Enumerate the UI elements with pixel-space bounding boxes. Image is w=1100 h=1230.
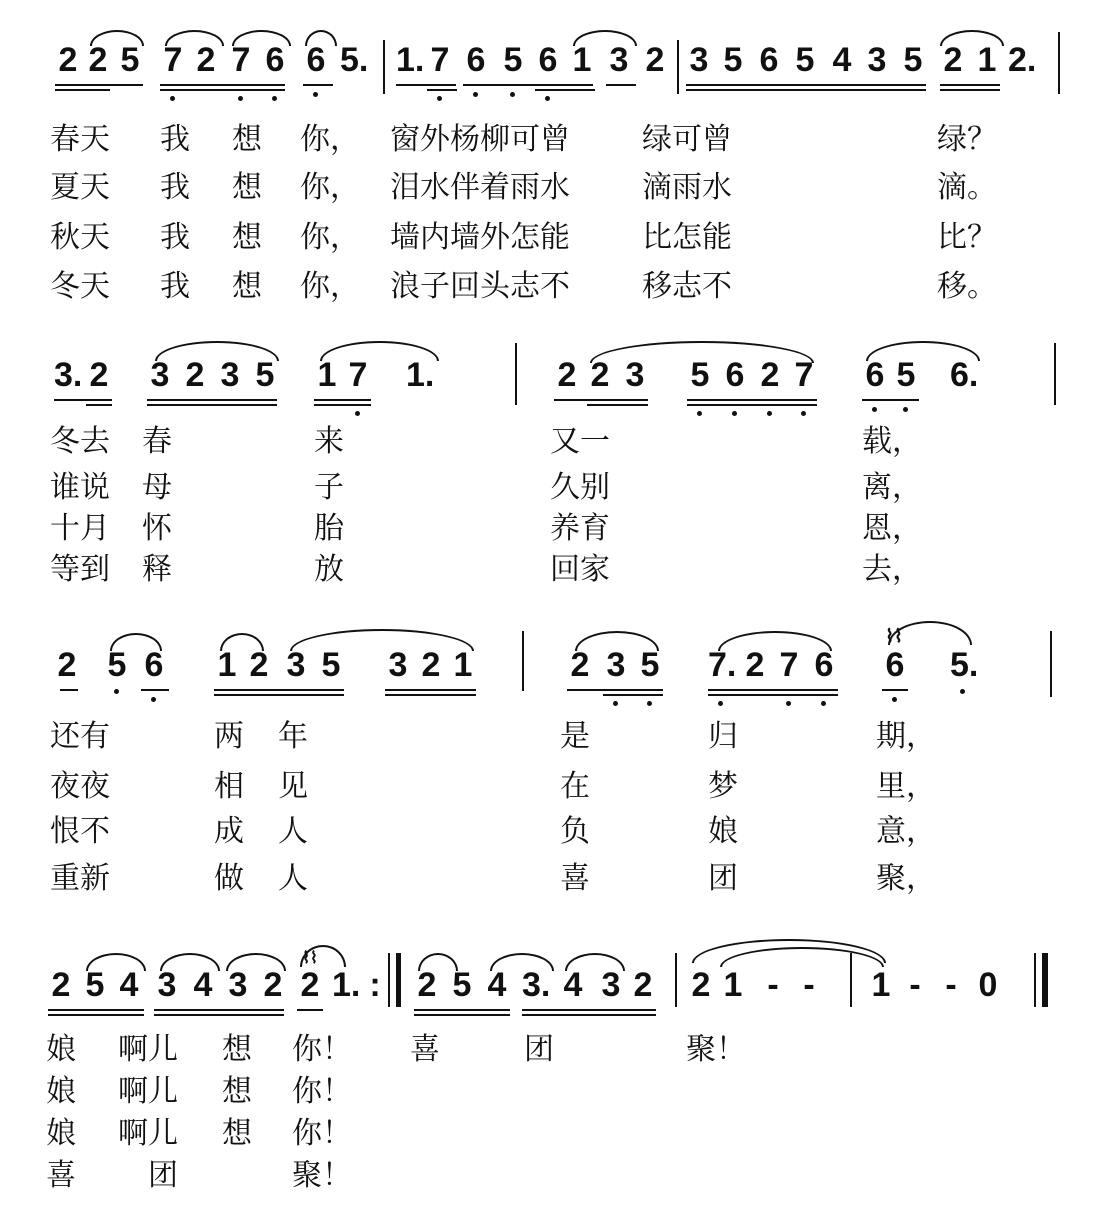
trill-mark: ⌇⌇	[885, 626, 903, 646]
note: 7	[794, 356, 814, 394]
note: 2	[58, 41, 78, 79]
octave-dot	[473, 92, 478, 97]
note: 4	[193, 966, 213, 1004]
beam	[160, 89, 285, 91]
barline	[388, 953, 390, 1007]
slur	[718, 631, 832, 651]
note: 1	[723, 966, 743, 1004]
lyric: 在	[560, 769, 590, 804]
note: 6	[265, 41, 285, 79]
beam	[862, 399, 919, 401]
lyric: 我	[160, 170, 190, 205]
lyric: 等到	[50, 552, 110, 587]
note: -	[767, 966, 779, 1004]
octave-dot	[272, 96, 277, 101]
note: 4	[119, 966, 139, 1004]
lyric: 啊儿	[118, 1074, 178, 1109]
note: 2	[88, 41, 108, 79]
lyric: 母	[142, 470, 172, 505]
lyric: 浪子回头志不	[390, 269, 570, 304]
lyric: 绿可曾	[642, 122, 732, 157]
octave-dot	[697, 411, 702, 416]
slur	[565, 953, 625, 971]
note: 0	[978, 966, 998, 1004]
lyric: 期，	[876, 719, 936, 754]
lyric: 年	[278, 719, 308, 754]
octave-dot	[238, 96, 243, 101]
lyric: 喜	[410, 1032, 440, 1067]
beam	[686, 89, 926, 91]
slur	[220, 633, 264, 651]
note: 2	[421, 646, 441, 684]
slur	[160, 953, 220, 971]
lyric: 回家	[550, 552, 610, 587]
beam	[587, 404, 648, 406]
beam	[147, 399, 277, 401]
note: 7	[163, 41, 183, 79]
beam	[603, 694, 663, 696]
note: 6	[865, 356, 885, 394]
lyric: 你，	[300, 220, 360, 255]
lyric: 滴。	[937, 170, 997, 205]
note: 5	[896, 356, 916, 394]
barline	[1058, 32, 1060, 94]
note: 2	[51, 966, 71, 1004]
beam	[55, 89, 110, 91]
beam	[54, 399, 112, 401]
beam	[160, 84, 285, 86]
lyric: 做	[214, 861, 244, 896]
note: 2	[89, 356, 109, 394]
octave-dot	[647, 701, 652, 706]
lyric: 恨不	[50, 814, 110, 849]
slur	[866, 341, 980, 361]
beam	[314, 404, 371, 406]
beam	[567, 689, 663, 691]
note: 3	[388, 646, 408, 684]
slur	[232, 30, 291, 46]
note: 1	[453, 646, 473, 684]
lyric: 想	[222, 1032, 252, 1067]
beam	[686, 84, 926, 86]
beam	[141, 689, 169, 691]
octave-dot	[892, 697, 897, 702]
octave-dot	[732, 411, 737, 416]
beam	[385, 694, 476, 696]
note: 2	[196, 41, 216, 79]
lyric: 载，	[862, 424, 922, 459]
octave-dot	[510, 92, 515, 97]
lyric: 离，	[862, 470, 922, 505]
octave-dot	[801, 411, 806, 416]
lyric: 释	[142, 552, 172, 587]
lyric: 久别	[550, 470, 610, 505]
lyric: 我	[160, 220, 190, 255]
repeat-sign: :	[369, 966, 381, 1004]
octave-dot	[767, 411, 772, 416]
lyric: 你，	[300, 122, 360, 157]
barline	[677, 40, 679, 94]
lyric: 又一	[550, 424, 610, 459]
note: 2.	[1008, 41, 1037, 79]
lyric: 养育	[550, 511, 610, 546]
beam	[554, 399, 648, 401]
note: 5	[255, 356, 275, 394]
barline	[1034, 953, 1036, 1007]
octave-dot	[151, 697, 156, 702]
lyrics-block-2	[0, 422, 1100, 592]
barline	[383, 40, 385, 94]
lyric: 娘	[46, 1074, 76, 1109]
note: 6	[306, 41, 326, 79]
note: 7	[348, 356, 368, 394]
note: 7.	[708, 646, 737, 684]
beam	[708, 689, 838, 691]
lyric: 聚！	[292, 1158, 352, 1193]
note: 3	[220, 356, 240, 394]
octave-dot	[718, 701, 723, 706]
note: 3	[867, 41, 887, 79]
note: 5	[795, 41, 815, 79]
note: 5	[903, 41, 923, 79]
lyric: 聚！	[686, 1032, 746, 1067]
lyrics-block-3	[0, 717, 1100, 897]
note: 5	[723, 41, 743, 79]
lyric: 人	[278, 861, 308, 896]
slur	[90, 30, 144, 46]
lyric: 滴雨水	[642, 170, 732, 205]
note: 2	[760, 356, 780, 394]
note: 5	[85, 966, 105, 1004]
note: 3.	[522, 966, 551, 1004]
beam	[214, 689, 344, 691]
lyric: 春天	[50, 122, 110, 157]
beam	[154, 1009, 284, 1011]
lyric: 想	[222, 1116, 252, 1151]
octave-dot	[821, 701, 826, 706]
slur	[290, 629, 474, 651]
octave-dot	[613, 701, 618, 706]
lyric: 夏天	[50, 170, 110, 205]
slur	[418, 953, 458, 971]
beam	[48, 1009, 144, 1011]
note: 6	[759, 41, 779, 79]
beam	[463, 84, 593, 86]
octave-dot	[786, 701, 791, 706]
octave-dot	[170, 96, 175, 101]
note: 5	[640, 646, 660, 684]
lyric: 移。	[937, 269, 997, 304]
note: 7	[430, 41, 450, 79]
lyric: 去，	[862, 552, 922, 587]
note: 3	[601, 966, 621, 1004]
note: 3	[689, 41, 709, 79]
note: 5	[120, 41, 140, 79]
octave-dot	[355, 411, 360, 416]
beam	[940, 84, 1000, 86]
lyric: 两	[214, 719, 244, 754]
note: 1	[871, 966, 891, 1004]
note: 1.	[406, 356, 435, 394]
beam	[314, 399, 371, 401]
note: 2	[57, 646, 77, 684]
note: 2	[943, 41, 963, 79]
note: 2	[570, 646, 590, 684]
lyric: 见	[278, 769, 308, 804]
note: 3	[625, 356, 645, 394]
lyric: 啊儿	[118, 1116, 178, 1151]
lyric: 春	[142, 424, 172, 459]
lyric: 里，	[876, 769, 936, 804]
lyric: 想	[222, 1074, 252, 1109]
lyric: 还有	[50, 719, 110, 754]
slur	[165, 30, 224, 46]
beam	[687, 399, 817, 401]
beam	[86, 404, 112, 406]
octave-dot	[313, 92, 318, 97]
lyric: 是	[560, 719, 590, 754]
lyric: 成	[214, 814, 244, 849]
lyric: 绿？	[937, 122, 997, 157]
note: 2	[691, 966, 711, 1004]
note: 3	[228, 966, 248, 1004]
lyric: 团	[524, 1032, 554, 1067]
note: 2	[185, 356, 205, 394]
lyric: 恩，	[862, 511, 922, 546]
note: 3	[150, 356, 170, 394]
note: 2	[300, 966, 320, 1004]
lyric: 比怎能	[642, 220, 732, 255]
beam	[396, 84, 456, 86]
octave-dot	[960, 689, 965, 694]
note: 7	[779, 646, 799, 684]
note: 3	[157, 966, 177, 1004]
beam	[882, 689, 908, 691]
beam	[522, 1009, 656, 1011]
note: 4	[563, 966, 583, 1004]
lyric: 想	[232, 269, 262, 304]
note: 4	[832, 41, 852, 79]
beam	[297, 1009, 323, 1011]
lyric: 归	[708, 719, 738, 754]
lyric: 你，	[300, 170, 360, 205]
lyric: 谁说	[50, 470, 110, 505]
trill-mark: ⌇⌇	[302, 950, 318, 967]
note: 6	[814, 646, 834, 684]
slur	[226, 953, 286, 971]
note: 6	[466, 41, 486, 79]
lyric: 墙内墙外怎能	[390, 220, 570, 255]
beam	[154, 1014, 284, 1016]
lyric: 喜	[46, 1158, 76, 1193]
barline	[396, 953, 401, 1007]
note: 6	[725, 356, 745, 394]
note: 6	[538, 41, 558, 79]
slur	[86, 953, 146, 971]
barline	[515, 343, 517, 405]
lyric: 放	[314, 552, 344, 587]
lyric: 冬天	[50, 269, 110, 304]
beam	[48, 1014, 144, 1016]
lyric: 我	[160, 269, 190, 304]
note: 1.	[396, 41, 425, 79]
note: 2	[590, 356, 610, 394]
note: -	[945, 966, 957, 1004]
lyric: 喜	[560, 861, 590, 896]
note: 5.	[340, 41, 369, 79]
note: 1	[572, 41, 592, 79]
lyric: 相	[214, 769, 244, 804]
lyric: 想	[232, 220, 262, 255]
barline	[522, 631, 524, 691]
note: 2	[645, 41, 665, 79]
lyric: 娘	[46, 1032, 76, 1067]
slur	[305, 30, 337, 46]
lyric: 怀	[142, 511, 172, 546]
octave-dot	[903, 407, 908, 412]
note: 2	[745, 646, 765, 684]
octave-dot	[545, 96, 550, 101]
beam	[687, 404, 817, 406]
beam	[535, 89, 595, 91]
barline	[1042, 953, 1048, 1007]
beam	[214, 694, 344, 696]
lyric: 子	[314, 470, 344, 505]
lyric: 意，	[876, 814, 936, 849]
lyric: 你，	[300, 269, 360, 304]
lyric: 胎	[314, 511, 344, 546]
note: 7	[231, 41, 251, 79]
lyric: 啊儿	[118, 1032, 178, 1067]
lyric: 夜夜	[50, 769, 110, 804]
lyric: 你！	[292, 1116, 352, 1151]
note: 5	[503, 41, 523, 79]
octave-dot	[114, 689, 119, 694]
lyric: 你！	[292, 1074, 352, 1109]
lyric: 负	[560, 814, 590, 849]
lyric: 冬去	[50, 424, 110, 459]
note: 5	[321, 646, 341, 684]
slur	[940, 30, 1004, 46]
beam	[147, 404, 277, 406]
slur	[155, 341, 279, 361]
lyric: 聚，	[876, 861, 936, 896]
lyric: 十月	[50, 511, 110, 546]
note: 6	[144, 646, 164, 684]
note: 5	[452, 966, 472, 1004]
beam	[414, 1009, 510, 1011]
note: 1	[217, 646, 237, 684]
octave-dot	[872, 407, 877, 412]
beam	[414, 1014, 510, 1016]
beam	[522, 1014, 656, 1016]
lyric: 娘	[708, 814, 738, 849]
slur	[573, 30, 637, 46]
lyric: 来	[314, 424, 344, 459]
slur	[490, 953, 554, 971]
lyric: 你！	[292, 1032, 352, 1067]
lyric: 重新	[50, 861, 110, 896]
beam	[60, 689, 78, 691]
lyric: 团	[148, 1158, 178, 1193]
lyric: 梦	[708, 769, 738, 804]
note: 2	[557, 356, 577, 394]
barline	[675, 953, 677, 1007]
note: -	[909, 966, 921, 1004]
octave-dot	[437, 96, 442, 101]
note: 3.	[54, 356, 83, 394]
note: 2	[249, 646, 269, 684]
slur	[320, 341, 439, 361]
note: 2	[417, 966, 437, 1004]
beam	[708, 694, 838, 696]
lyric: 泪水伴着雨水	[390, 170, 570, 205]
note: 3	[606, 646, 626, 684]
note: 3	[609, 41, 629, 79]
note: -	[803, 966, 815, 1004]
lyric: 团	[708, 861, 738, 896]
note: 5	[690, 356, 710, 394]
beam	[55, 84, 143, 86]
beam	[385, 689, 476, 691]
lyric: 窗外杨柳可曾	[390, 122, 570, 157]
slur	[110, 633, 162, 651]
lyric: 比？	[937, 220, 997, 255]
lyric: 想	[232, 170, 262, 205]
note: 1	[317, 356, 337, 394]
note: 4	[487, 966, 507, 1004]
note: 2	[263, 966, 283, 1004]
barline	[1050, 631, 1052, 697]
lyric: 人	[278, 814, 308, 849]
note: 5	[107, 646, 127, 684]
lyric: 我	[160, 122, 190, 157]
lyrics-block-4	[0, 1030, 1100, 1210]
note: 6.	[950, 356, 979, 394]
note: 5.	[950, 646, 979, 684]
barline	[1054, 343, 1056, 405]
note: 3	[286, 646, 306, 684]
beam	[427, 89, 457, 91]
beam	[940, 89, 1000, 91]
beam	[303, 84, 333, 86]
note: 6	[885, 646, 905, 684]
lyric: 秋天	[50, 220, 110, 255]
lyric: 娘	[46, 1116, 76, 1151]
note: 1	[977, 41, 997, 79]
lyric: 移志不	[642, 269, 732, 304]
lyrics-block-1	[0, 120, 1100, 304]
note: 2	[633, 966, 653, 1004]
slur	[575, 631, 659, 651]
lyric: 想	[232, 122, 262, 157]
beam	[606, 84, 636, 86]
note: 1.	[332, 966, 361, 1004]
slur	[590, 341, 814, 363]
